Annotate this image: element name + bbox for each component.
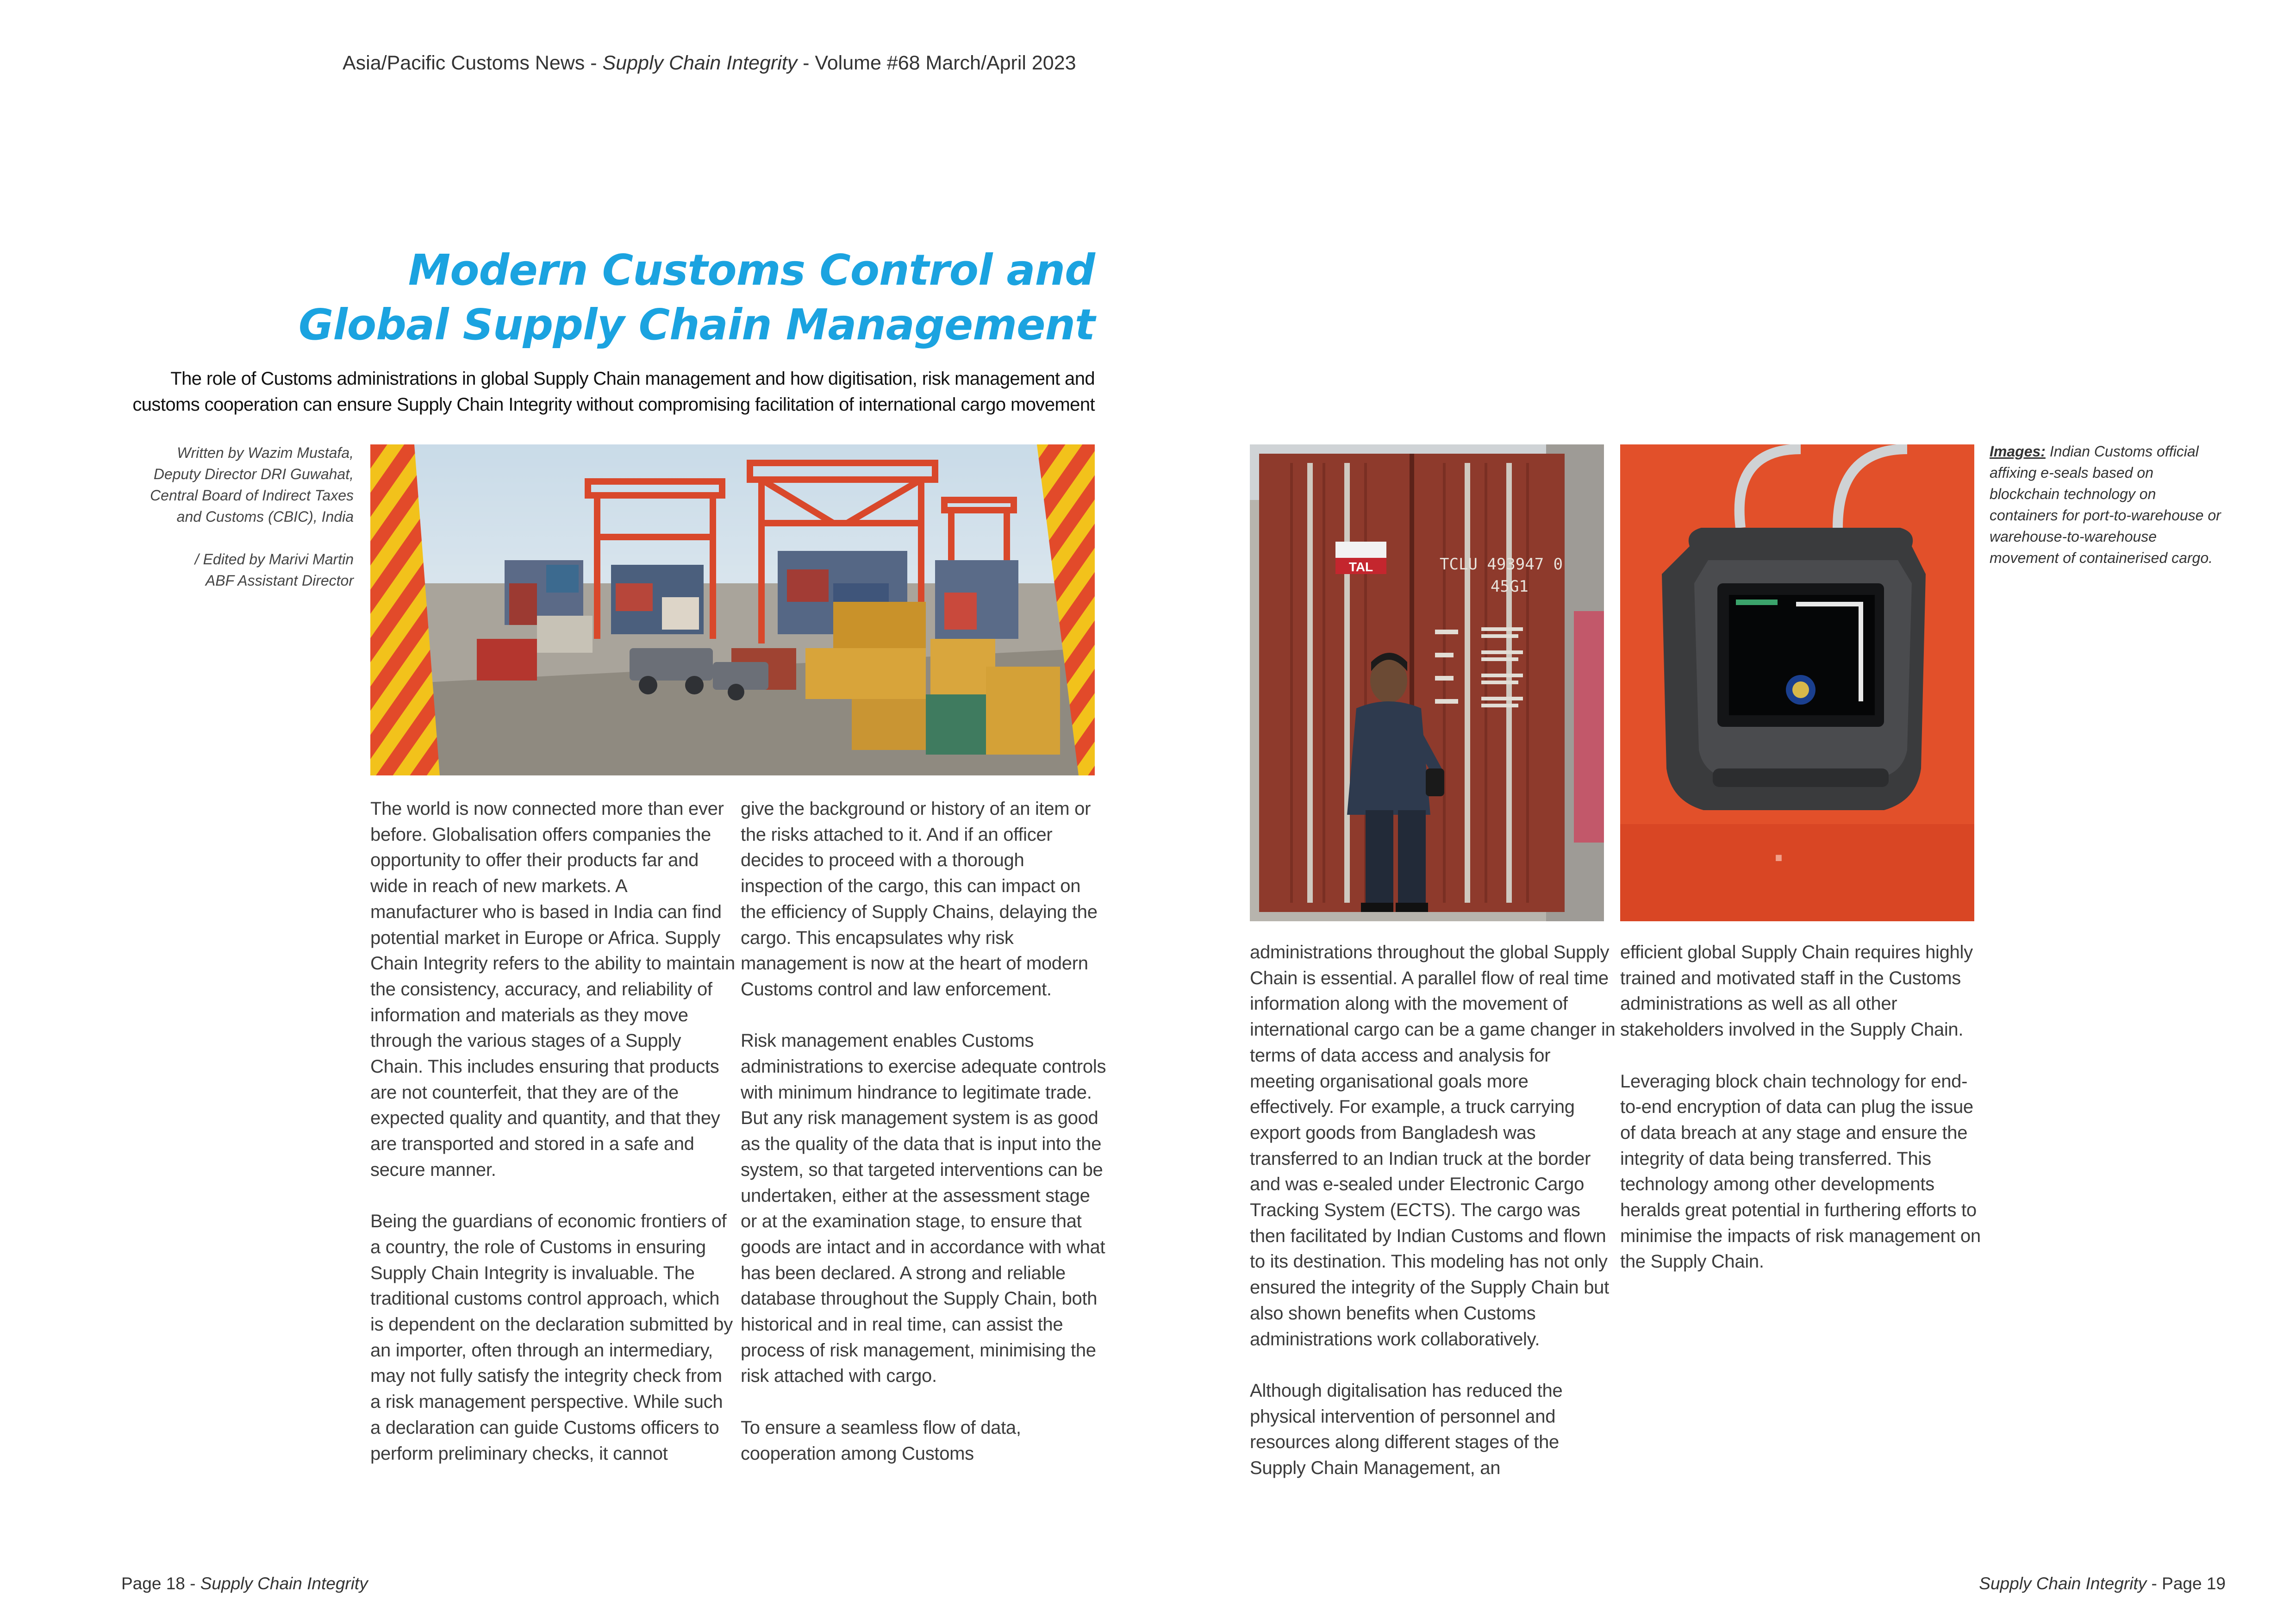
footer-left-publication: Supply Chain Integrity xyxy=(200,1574,368,1593)
paragraph: The world is now connected more than ever before. Globalisation offers companies the opportunity to offer their products far and wide in reach of new markets. A manufacturer who is based in India can find potential market in Europe or Africa. Supply Chain Integrity refers to the ability to maintain the consistency, accuracy, and reliability of information and materials as they move through the various stages of a Supply Chain. This includes ensuring that products are not counterfeit, that they are of the expected quality and quantity, and that they are transported and stored in a safe and secure manner. xyxy=(370,799,735,1180)
byline-written xyxy=(67,442,354,527)
article-column-3 xyxy=(1250,940,1616,1507)
title-line-1: Modern Customs Control and xyxy=(408,245,1095,295)
header-prefix: Asia/Pacific Customs News - xyxy=(343,52,603,74)
footer-right-publication: Supply Chain Integrity xyxy=(1979,1574,2147,1593)
byline-written-line: Written by Wazim Mustafa, xyxy=(177,444,354,461)
article-title xyxy=(76,243,1095,352)
caption-lead: Images: xyxy=(1990,443,2046,460)
title-line-2: Global Supply Chain Management xyxy=(298,300,1095,350)
paragraph: Being the guardians of economic frontiers of a country, the role of Customs in ensuring Supply Chain Integrity is invaluable. The traditional customs control approach, which is dependent on the declaration submitted by an importer, often through an intermediary, may not fully satisfy the integrity check from a risk management perspective. While such a declaration can guide Customs officers to perform preliminary checks, it cannot xyxy=(370,1211,733,1464)
port-containers-illustration xyxy=(370,444,1095,775)
header-publication: Supply Chain Integrity xyxy=(602,52,798,74)
container-id-line1: TCLU 493947 0 xyxy=(1440,555,1563,574)
footer-left xyxy=(121,1574,368,1593)
officer-container-illustration xyxy=(1250,444,1604,921)
article-subtitle xyxy=(0,366,1095,418)
paragraph: efficient global Supply Chain requires highly trained and motivated staff in the Customs administrations as well as all other stakeholders involved in the Supply Chain. xyxy=(1620,942,1973,1040)
byline xyxy=(67,442,354,612)
paragraph: Risk management enables Customs administrations to exercise adequate controls with minimum hindrance to legitimate trade. But any risk management system is as good as the quality of the data that is input into the system, so that targeted interventions can be undertaken, either at the assessment stage or at the examination stage, to ensure that goods are intact and in accordance with what has been declared. A strong and reliable database throughout the Supply Chain, both historical and in real time, can assist the process of risk management, minimising the risk attached with cargo. xyxy=(741,1031,1106,1387)
container-id-line2: 45G1 xyxy=(1491,577,1529,596)
running-header xyxy=(343,52,1092,75)
footer-right xyxy=(1979,1574,2226,1593)
officer-container-photo xyxy=(1250,444,1604,921)
footer-right-page: - Page 19 xyxy=(2146,1574,2226,1593)
article-column-4 xyxy=(1620,940,1986,1301)
subtitle-line-1: The role of Customs administrations in global Supply Chain management and how digitisation, risk management and xyxy=(170,369,1095,389)
paragraph: Leveraging block chain technology for end-to-end encryption of data can plug the issue of data breach at any stage and ensure the integrity of data being transferred. This technology among other developments heralds great potential in furthering efforts to minimise the impacts of risk management on the Supply Chain. xyxy=(1620,1071,1981,1272)
port-containers-photo xyxy=(370,444,1095,775)
footer-left-page: Page 18 - xyxy=(121,1574,200,1593)
paragraph: administrations throughout the global Supply Chain is essential. A parallel flow of real time information along with the movement of international cargo can be a game changer in terms of data access and analysis for meeting organisational goals more effectively. For example, a truck carrying export goods from Bangladesh was transferred to an Indian truck at the border and was e-sealed under Electronic Cargo Tracking System (ECTS). The cargo was then facilitated by Indian Customs and flown to its destination. This modeling has not only ensured the integrity of the Supply Chain but also shown benefits when Customs administrations work collaboratively. xyxy=(1250,942,1616,1349)
paragraph: Although digitalisation has reduced the physical intervention of personnel and resources along different stages of the Supply Chain Management, an xyxy=(1250,1380,1563,1479)
byline-written-line: and Customs (CBIC), India xyxy=(176,508,354,525)
byline-written-line: Deputy Director DRI Guwahat, xyxy=(153,466,354,482)
header-volume: - Volume #68 March/April 2023 xyxy=(797,52,1076,74)
image-caption xyxy=(1990,441,2221,568)
byline-written-line: Central Board of Indirect Taxes xyxy=(150,487,354,504)
article-column-1 xyxy=(370,796,736,1493)
byline-edited-line: ABF Assistant Director xyxy=(205,572,354,589)
byline-edited xyxy=(67,549,354,591)
tal-logo-text: TAL xyxy=(1348,560,1373,574)
e-seal-device-photo xyxy=(1620,444,1974,921)
byline-edited-line: / Edited by Marivi Martin xyxy=(194,551,354,568)
e-seal-device-illustration xyxy=(1620,444,1974,921)
article-column-2 xyxy=(741,796,1106,1493)
e-seal-background-marking: . xyxy=(1773,824,1785,870)
paragraph: To ensure a seamless flow of data, cooperation among Customs xyxy=(741,1417,1021,1464)
subtitle-line-2: customs cooperation can ensure Supply Chain Integrity without compromising facilitation of international cargo movement xyxy=(132,394,1095,415)
paragraph: give the background or history of an item or the risks attached to it. And if an officer decides to proceed with a thorough inspection of the cargo, this can impact on the efficiency of Supply Chains, delaying the cargo. This encapsulates why risk management is now at the heart of modern Customs control and law enforcement. xyxy=(741,799,1098,999)
caption-text: Indian Customs official affixing e-seals based on blockchain technology on containers for port-to-warehouse or warehouse-to-warehouse movement of containerised cargo. xyxy=(1990,443,2221,566)
